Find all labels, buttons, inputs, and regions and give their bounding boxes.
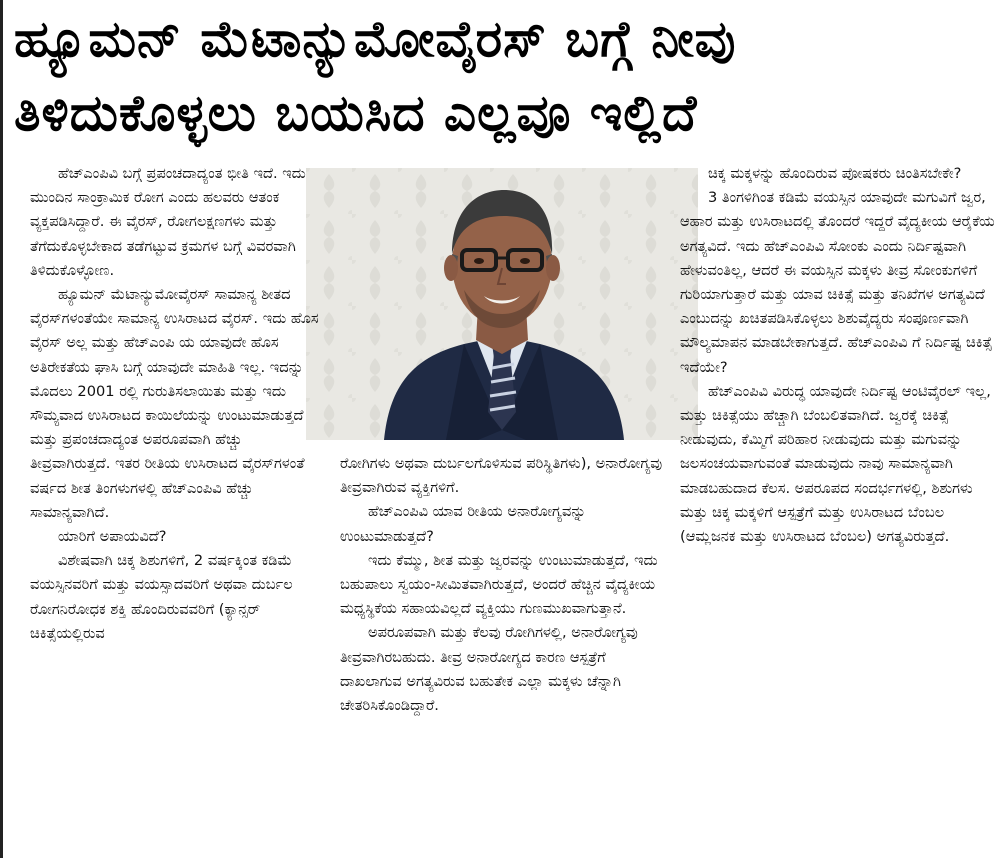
- column-1: [30, 162, 326, 646]
- col2-paragraph-3: ಅಪರೂಪವಾಗಿ ಮತ್ತು ಕೆಲವು ರೋಗಿಗಳಲ್ಲಿ, ಅನಾರೋಗ್ಯವು ತೀವ್ರವಾಗಿರಬಹುದು. ತೀವ್ರ ಅನಾರೋಗ್ಯದ ಕಾರಣ ಆಸ್ಪತ್ರೆಗೆ ದಾಖಲಾಗುವ ಅಗತ್ಯವಿರುವ ಬಹುತೇಕ ಎಲ್ಲಾ ಮಕ್ಕಳು ಚೆನ್ನಾಗಿ ಚೇತರಿಸಿಕೊಂಡಿದ್ದಾರೆ.: [340, 624, 638, 715]
- col1-paragraph-1: ಹೆಚ್‌ಎಂಪಿವಿ ಬಗ್ಗೆ ಪ್ರಪಂಚದಾದ್ಯಂತ ಭೀತಿ ಇದೆ. ಇದು ಮುಂದಿನ ಸಾಂಕ್ರಾಮಿಕ ರೋಗ ಎಂದು ಹಲವರು ಆತಂಕ ವ್ಯಕ್ತಪಡಿಸಿದ್ದಾರೆ. ಈ ವೈರಸ್, ರೋಗಲಕ್ಷಣಗಳು ಮತ್ತು ತೆಗೆದುಕೊಳ್ಳಬೇಕಾದ ತಡೆಗಟ್ಟುವ ಕ್ರಮಗಳ ಬಗ್ಗೆ ವಿವರವಾಗಿ ತಿಳಿದುಕೊಳ್ಳೋಣ.: [30, 165, 306, 279]
- headline-line-1: ಹ್ಯೂಮನ್ ಮೆಟಾನ್ಯುಮೋವೈರಸ್ ಬಗ್ಗೆ ನೀವು: [14, 10, 737, 68]
- left-border-rule: [0, 0, 3, 858]
- portrait-illustration: [306, 168, 698, 440]
- col2-subheading-illness-type: ಹೆಚ್‌ಎಂಪಿವಿ ಯಾವ ರೀತಿಯ ಅನಾರೋಗ್ಯವನ್ನು ಉಂಟುಮಾಡುತ್ತದೆ?: [340, 503, 587, 545]
- col1-paragraph-2: ಹ್ಯೂಮನ್ ಮೆಟಾನ್ಯುಮೋವೈರಸ್ ಸಾಮಾನ್ಯ ಶೀತದ ವೈರಸ್‌ಗಳಂತೆಯೇ ಸಾಮಾನ್ಯ ಉಸಿರಾಟದ ವೈರಸ್. ಇದು ಹೊಸ ವೈರಸ್ ಅಲ್ಲ ಮತ್ತು ಹೆಚ್‌ಎಂಪಿ ಯ ಯಾವುದೇ ಹೊಸ ಅತಿರೇಕತೆಯ ಘಾಸಿ ಬಗ್ಗೆ ಯಾವುದೇ ಮಾಹಿತಿ ಇಲ್ಲ. ಇದನ್ನು ಮೊದಲು 2001 ರಲ್ಲಿ ಗುರುತಿಸಲಾಯಿತು ಮತ್ತು ಇದು ಸೌಮ್ಯವಾದ ಉಸಿರಾಟದ ಕಾಯಿಲೆಯನ್ನು ಉಂಟುಮಾಡುತ್ತದೆ ಮತ್ತು ಪ್ರಪಂಚದಾದ್ಯಂತ ಅಪರೂಪವಾಗಿ ಹೆಚ್ಚು ತೀವ್ರವಾಗಿರುತ್ತದೆ. ಇತರ ರೀತಿಯ ಉಸಿರಾಟದ ವೈರಸ್‌ಗಳಂತೆ ವರ್ಷದ ಶೀತ ತಿಂಗಳುಗಳಲ್ಲಿ ಹೆಚ್‌ಎಂಪಿವಿ ಹೆಚ್ಚು ಸಾಮಾನ್ಯವಾಗಿದೆ.: [30, 286, 319, 521]
- headline: [14, 2, 999, 150]
- article-photo: [306, 168, 698, 440]
- column-2: [340, 452, 672, 718]
- column-3: [680, 162, 998, 549]
- col2-paragraph-2: ಇದು ಕೆಮ್ಮು, ಶೀತ ಮತ್ತು ಜ್ವರವನ್ನು ಉಂಟುಮಾಡುತ್ತದೆ, ಇದು ಬಹುಪಾಲು ಸ್ವಯಂ-ಸೀಮಿತವಾಗಿರುತ್ತದೆ, ಅಂದರೆ ಹೆಚ್ಚಿನ ವೈದ್ಯಕೀಯ ಮಧ್ಯಸ್ಥಿಕೆಯ ಸಹಾಯವಿಲ್ಲದೆ ವ್ಯಕ್ತಿಯು ಗುಣಮುಖವಾಗುತ್ತಾನೆ.: [340, 551, 658, 618]
- col1-subheading-who-at-risk: ಯಾರಿಗೆ ಅಪಾಯವಿದೆ?: [58, 528, 167, 546]
- col3-paragraph-1: 3 ತಿಂಗಳಿಗಿಂತ ಕಡಿಮೆ ವಯಸ್ಸಿನ ಯಾವುದೇ ಮಗುವಿಗೆ ಜ್ವರ, ಆಹಾರ ಮತ್ತು ಉಸಿರಾಟದಲ್ಲಿ ತೊಂದರೆ ಇದ್ದರೆ ವೈದ್ಯಕೀಯ ಆರೈಕೆಯ ಅಗತ್ಯವಿದೆ. ಇದು ಹೆಚ್‌ಎಂಪಿವಿ ಸೋಂಕು ಎಂದು ನಿರ್ದಿಷ್ಟವಾಗಿ ಹೇಳುವಂತಿಲ್ಲ, ಆದರೆ ಈ ವಯಸ್ಸಿನ ಮಕ್ಕಳು ತೀವ್ರ ಸೋಂಕುಗಳಿಗೆ ಗುರಿಯಾಗುತ್ತಾರೆ ಮತ್ತು ಯಾವ ಚಿಕಿತ್ಸೆ ಮತ್ತು ತನಿಖೆಗಳ ಅಗತ್ಯವಿದೆ ಎಂಬುದನ್ನು ಖಚಿತಪಡಿಸಿಕೊಳ್ಳಲು ಶಿಶುವೈದ್ಯರು ಸಂಪೂರ್ಣವಾಗಿ ಮೌಲ್ಯಮಾಪನ ಮಾಡಬೇಕಾಗುತ್ತದೆ. ಹೆಚ್‌ಎಂಪಿವಿ ಗೆ ನಿರ್ದಿಷ್ಟ ಚಿಕಿತ್ಸೆ ಇದೆಯೇ?: [680, 189, 995, 376]
- col2-paragraph-1: ರೋಗಿಗಳು ಅಥವಾ ದುರ್ಬಲಗೊಳಿಸುವ ಪರಿಸ್ಥಿತಿಗಳು), ಅನಾರೋಗ್ಯವು ತೀವ್ರವಾಗಿರುವ ವ್ಯಕ್ತಿಗಳಿಗೆ.: [340, 455, 663, 497]
- col1-paragraph-3: ವಿಶೇಷವಾಗಿ ಚಿಕ್ಕ ಶಿಶುಗಳಿಗೆ, 2 ವರ್ಷಕ್ಕಿಂತ ಕಡಿಮೆ ವಯಸ್ಸಿನವರಿಗೆ ಮತ್ತು ವಯಸ್ಸಾದವರಿಗೆ ಅಥವಾ ದುರ್ಬಲ ರೋಗನಿರೋಧಕ ಶಕ್ತಿ ಹೊಂದಿರುವವರಿಗೆ (ಕ್ಯಾನ್ಸರ್ ಚಿಕಿತ್ಸೆಯಲ್ಲಿರುವ: [30, 552, 293, 642]
- col3-subheading-parents: ಚಿಕ್ಕ ಮಕ್ಕಳನ್ನು ಹೊಂದಿರುವ ಪೋಷಕರು ಚಿಂತಿಸಬೇಕೇ?: [708, 165, 962, 182]
- col3-paragraph-2: ಹೆಚ್‌ಎಂಪಿವಿ ವಿರುದ್ಧ ಯಾವುದೇ ನಿರ್ದಿಷ್ಟ ಆಂಟಿವೈರಲ್ ಇಲ್ಲ, ಮತ್ತು ಚಿಕಿತ್ಸೆಯು ಹೆಚ್ಚಾಗಿ ಬೆಂಬಲಿತವಾಗಿದೆ. ಜ್ವರಕ್ಕೆ ಚಿಕಿತ್ಸೆ ನೀಡುವುದು, ಕೆಮ್ಮಿಗೆ ಪರಿಹಾರ ನೀಡುವುದು ಮತ್ತು ಮಗುವನ್ನು ಜಲಸಂಚಯವಾಗುವಂತೆ ಮಾಡುವುದು ನಾವು ಸಾಮಾನ್ಯವಾಗಿ ಮಾಡಬಹುದಾದ ಕೆಲಸ. ಅಪರೂಪದ ಸಂದರ್ಭಗಳಲ್ಲಿ, ಶಿಶುಗಳು ಮತ್ತು ಚಿಕ್ಕ ಮಕ್ಕಳಿಗೆ ಆಸ್ಪತ್ರೆಗೆ ಮತ್ತು ಉಸಿರಾಟದ ಬೆಂಬಲ (ಆಮ್ಲಜನಕ ಮತ್ತು ಉಸಿರಾಟದ ಬೆಂಬಲ) ಅಗತ್ಯವಿರುತ್ತದೆ.: [680, 382, 991, 546]
- headline-line-2: ತಿಳಿದುಕೊಳ್ಳಲು ಬಯಸಿದ ಎಲ್ಲವೂ ಇಲ್ಲಿದೆ: [14, 84, 698, 142]
